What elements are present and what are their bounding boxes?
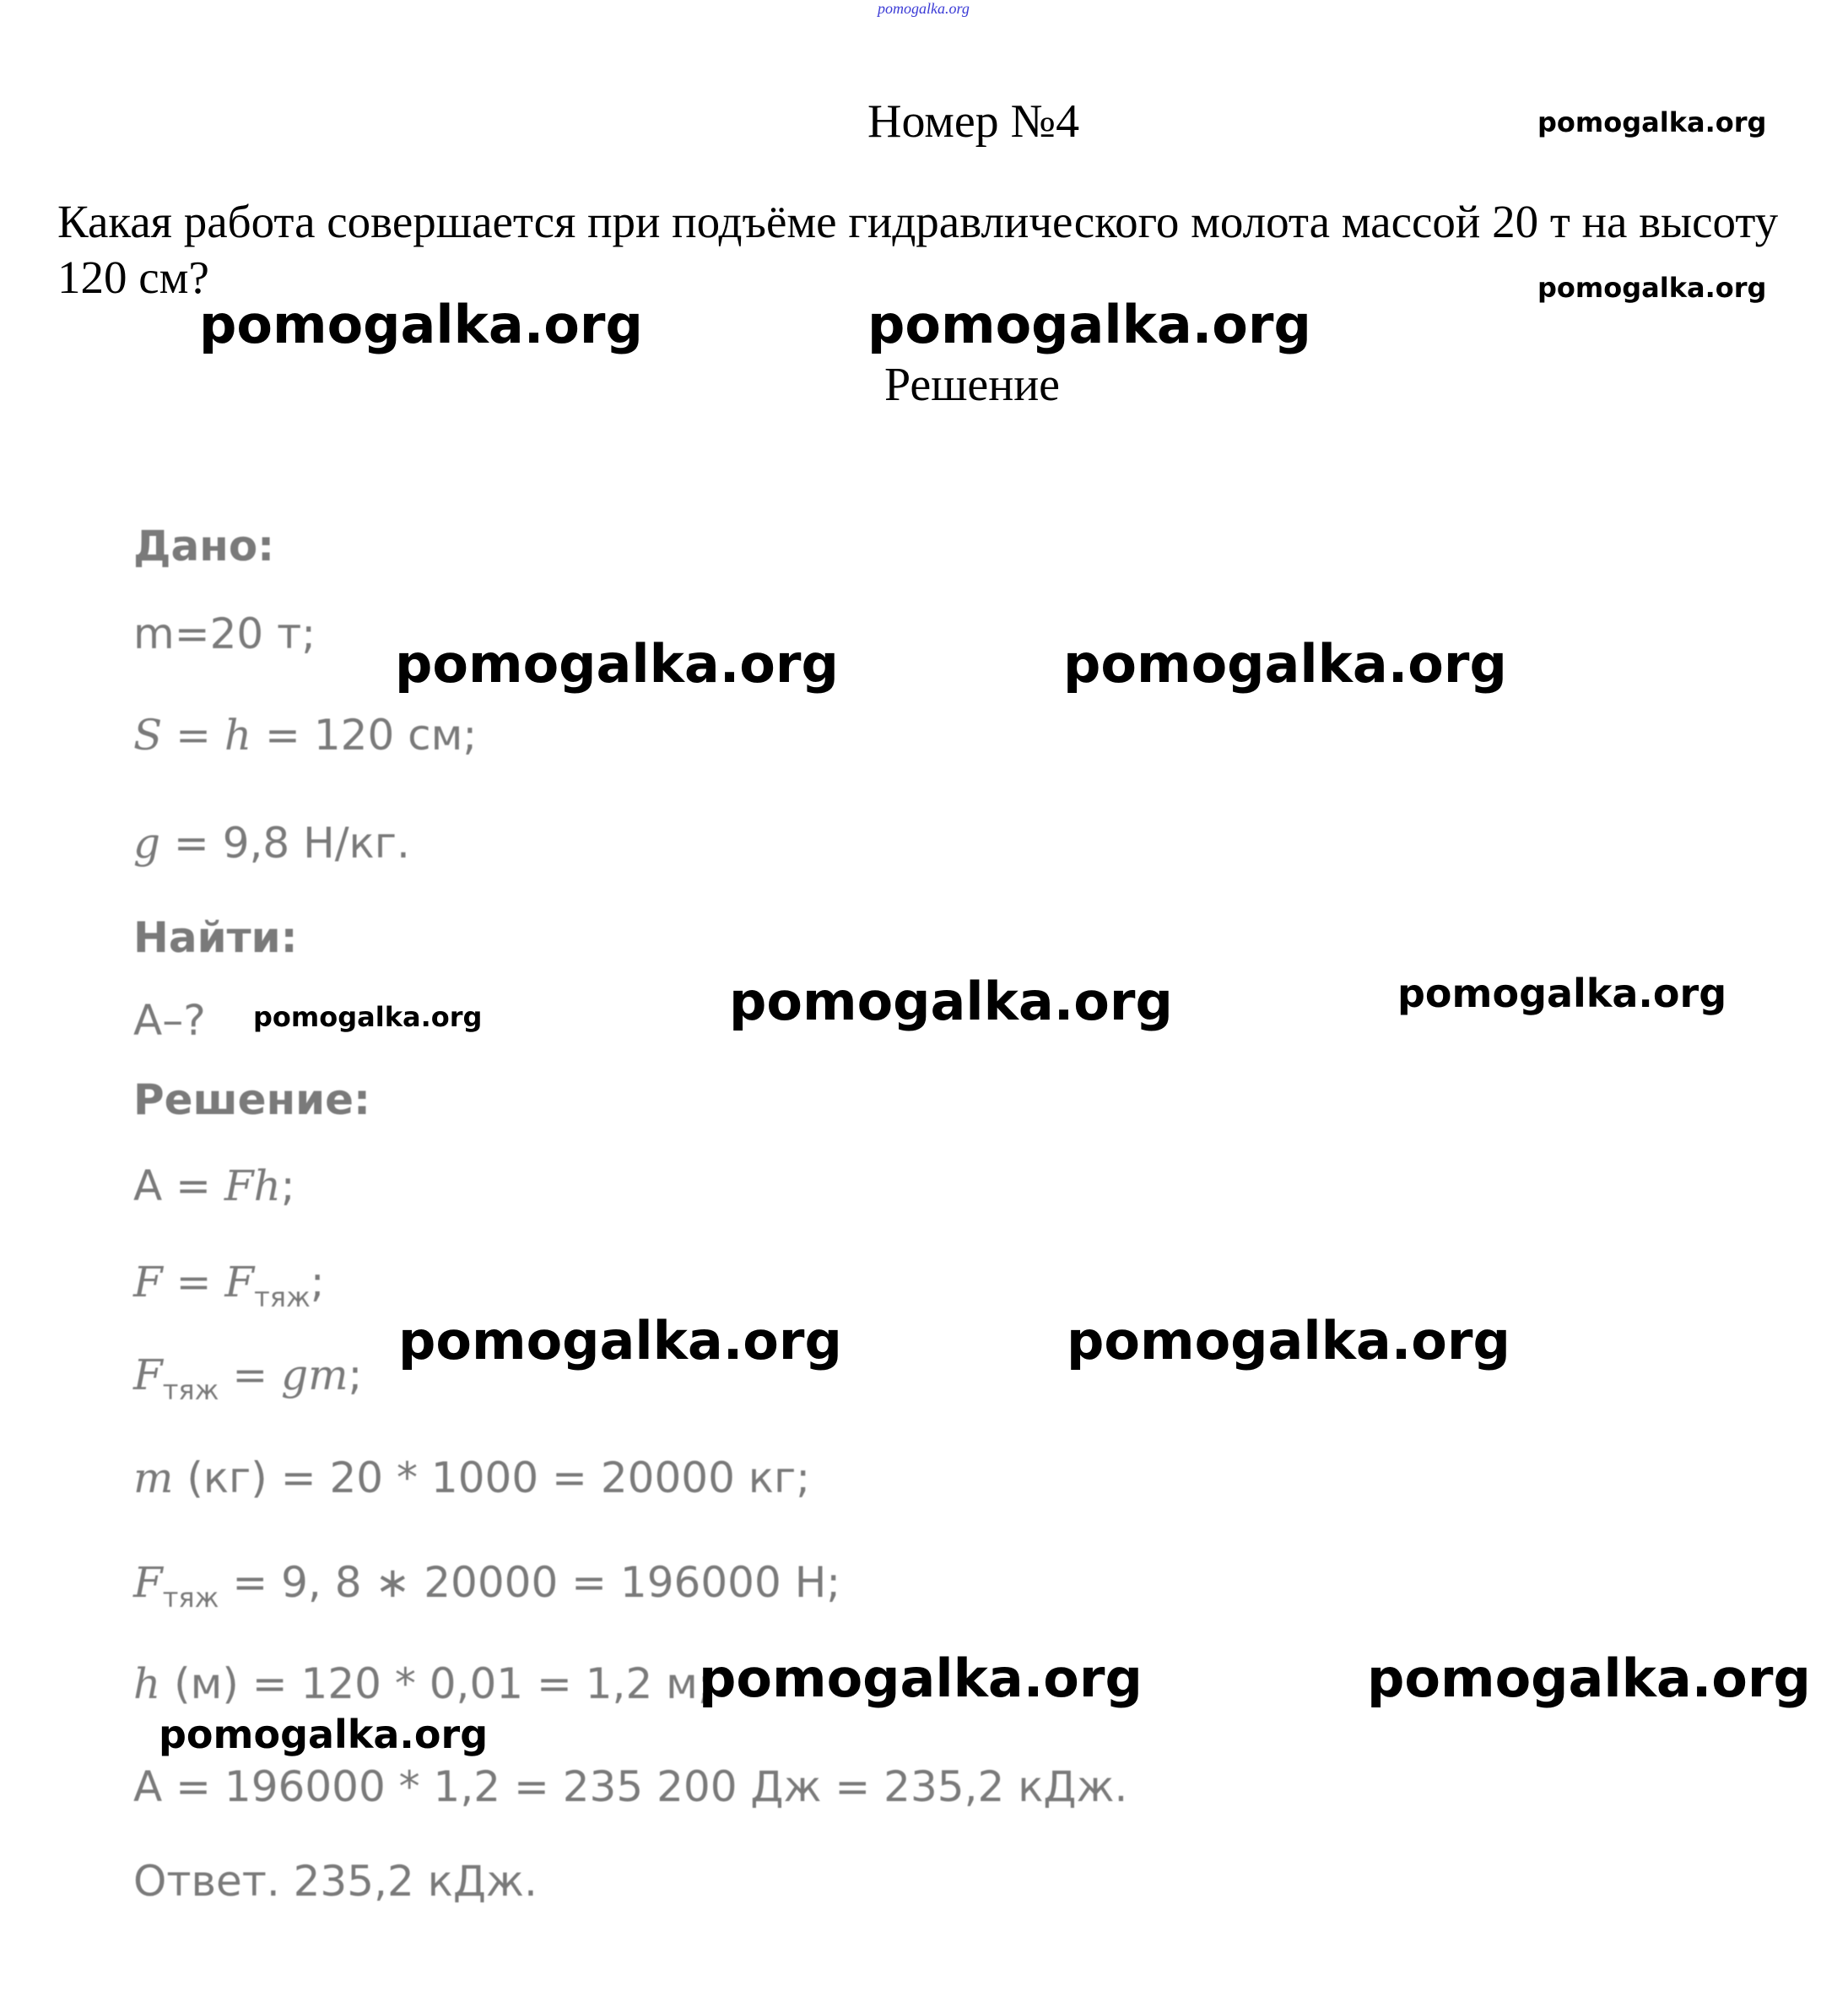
watermark: pomogalka.org <box>1537 272 1767 304</box>
eq5-sub: тяж <box>162 1582 219 1614</box>
equation-height-conversion <box>133 1659 712 1708</box>
eq2-sub: тяж <box>254 1281 311 1313</box>
solution-heading: Решение <box>884 359 1061 411</box>
eq1-fh: Fh <box>224 1161 281 1210</box>
eq6-symbol: h <box>133 1659 161 1708</box>
equation-gravity-force <box>133 1350 362 1406</box>
watermark: pomogalka.org <box>395 633 839 695</box>
watermark: pomogalka.org <box>253 1001 483 1033</box>
solution-label: Решение: <box>133 1075 371 1124</box>
given-gravity <box>133 819 410 868</box>
watermark: pomogalka.org <box>1063 633 1507 695</box>
find-value: A–? <box>133 996 206 1045</box>
equation-force <box>133 1258 325 1313</box>
answer: Ответ. 235,2 кДж. <box>133 1857 538 1906</box>
eq6-rest: (м) = 120 * 0,01 = 1,2 м; <box>160 1659 712 1708</box>
given-height <box>133 711 477 760</box>
watermark: pomogalka.org <box>1537 106 1767 138</box>
eq4-symbol: m <box>133 1453 174 1502</box>
eq5-main: F <box>133 1558 163 1607</box>
eq3-sub: тяж <box>162 1374 219 1406</box>
eq4-rest: (кг) = 20 * 1000 = 20000 кг; <box>173 1453 811 1502</box>
equation-work <box>133 1161 295 1210</box>
page-title: Номер №4 <box>867 95 1080 148</box>
eq3-end: ; <box>348 1350 363 1399</box>
eq1-left: A = <box>133 1161 224 1210</box>
given-gravity-value: = 9,8 Н/кг. <box>160 819 410 868</box>
watermark: pomogalka.org <box>699 1647 1143 1709</box>
eq2-main: F = F <box>133 1258 255 1307</box>
eq3-main: F <box>133 1350 163 1399</box>
watermark: pomogalka.org <box>867 294 1311 355</box>
watermark: pomogalka.org <box>159 1712 489 1757</box>
watermark: pomogalka.org <box>729 971 1173 1032</box>
watermark: pomogalka.org <box>1067 1310 1510 1372</box>
eq2-end: ; <box>310 1258 325 1307</box>
watermark: pomogalka.org <box>199 294 643 355</box>
equation-force-value <box>133 1558 840 1614</box>
given-mass-text: m=20 т; <box>133 609 316 658</box>
given-gravity-symbol: g <box>133 819 161 868</box>
equation-mass-conversion <box>133 1453 810 1502</box>
top-watermark: pomogalka.org <box>878 0 970 17</box>
question-text: Какая работа совершается при подъёме гидравлического молота массой 20 т на высоту 120 см? <box>57 196 1779 303</box>
equation-work-result: A = 196000 * 1,2 = 235 200 Дж = 235,2 кДж. <box>133 1762 1128 1811</box>
eq5-rest: = 9, 8 ∗ 20000 = 196000 Н; <box>219 1558 841 1607</box>
given-mass <box>133 609 316 658</box>
eq3-gm: = gm <box>219 1350 349 1399</box>
given-label: Дано: <box>133 522 275 571</box>
watermark: pomogalka.org <box>1397 971 1727 1016</box>
watermark: pomogalka.org <box>398 1310 842 1372</box>
watermark: pomogalka.org <box>1367 1647 1811 1709</box>
eq1-end: ; <box>280 1161 295 1210</box>
given-height-symbol: S = h <box>133 711 252 760</box>
find-label: Найти: <box>133 913 298 962</box>
given-height-value: = 120 см; <box>251 711 478 760</box>
